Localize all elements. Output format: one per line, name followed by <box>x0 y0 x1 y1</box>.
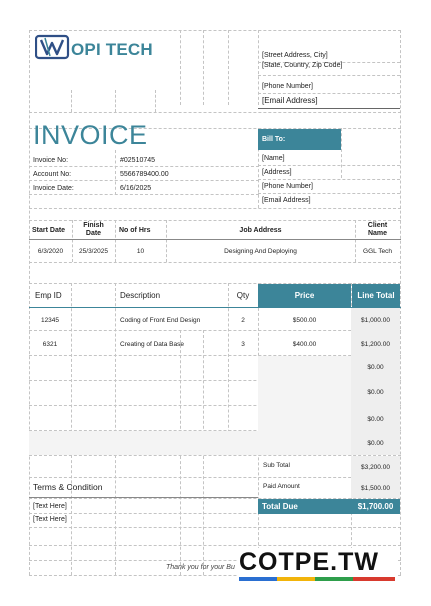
table-row-qty <box>228 311 258 329</box>
table-row-total <box>351 311 400 329</box>
job-row-client <box>355 242 400 260</box>
bill-to-phone: [Phone Number] <box>262 183 313 190</box>
item-line-total: $1,200.00 <box>361 340 390 348</box>
logo-mark-icon <box>35 34 71 60</box>
bill-to-email: [Email Address] <box>262 197 311 204</box>
empty-row-shade-1 <box>258 356 351 455</box>
watermark-stripe-green <box>315 577 353 581</box>
watermark <box>237 548 397 584</box>
table-row <box>29 311 71 329</box>
items-header-desc-label: Description <box>120 291 161 300</box>
item-description: Creating of Data Base <box>120 340 184 348</box>
table-row-total <box>351 335 400 353</box>
company-phone: [Phone Number] <box>262 83 313 90</box>
company-street: [Street Address, City] <box>262 52 328 59</box>
items-header-price-label: Price <box>294 291 315 300</box>
paid-cell <box>351 479 400 497</box>
job-header-client-line2: Name <box>367 230 388 237</box>
terms-line-2: [Text Here] <box>33 516 67 523</box>
item-emp-id: 12345 <box>40 316 60 324</box>
invoice-date-label: Invoice Date: <box>33 185 74 192</box>
item-qty: 2 <box>241 316 245 324</box>
bill-to-header <box>258 129 341 150</box>
table-row-qty <box>228 335 258 353</box>
job-header-address <box>166 221 355 239</box>
company-name: OPI TECH <box>71 40 153 59</box>
empty-line-total <box>351 434 400 452</box>
empty-line-total <box>351 410 400 428</box>
empty-line-total <box>351 383 400 401</box>
subtotal-label: Sub Total <box>263 462 290 469</box>
job-header-finish-line1: Finish <box>83 222 104 229</box>
job-header-hours-label: No of Hrs <box>119 226 151 234</box>
items-header-emp <box>35 284 71 307</box>
watermark-stripe-red <box>353 577 395 581</box>
empty-line-total <box>351 358 400 376</box>
item-description: Coding of Front End Design <box>120 316 201 324</box>
total-due-cell <box>351 499 400 514</box>
job-row-start-value: 6/3/2020 <box>37 247 64 255</box>
bill-to-heading: Bill To: <box>262 136 286 143</box>
watermark-stripe-blue <box>239 577 277 581</box>
company-state: [State, Country, Zip Code] <box>262 62 343 69</box>
bill-to-address: [Address] <box>262 169 292 176</box>
line-total-column-shade <box>351 308 400 455</box>
job-header-start-label: Start Date <box>32 226 66 234</box>
account-no-label: Account No: <box>33 171 72 178</box>
item-qty: 3 <box>241 340 245 348</box>
total-due-label: Total Due <box>262 502 298 511</box>
invoice-no-value: #02510745 <box>120 157 156 164</box>
items-header-emp-label: Emp ID <box>35 291 62 300</box>
job-header-start <box>32 221 72 239</box>
job-row-finish <box>72 242 115 260</box>
table-row-desc <box>120 335 228 353</box>
terms-heading: Terms & Condition <box>33 482 103 492</box>
table-row-price <box>258 311 351 329</box>
empty-line-total-value: $0.00 <box>367 363 384 371</box>
empty-line-total-value: $0.00 <box>367 388 384 396</box>
table-row-desc <box>120 311 228 329</box>
invoice-date-value: 6/16/2025 <box>120 185 152 192</box>
empty-row-shade-2 <box>29 431 258 455</box>
item-price: $400.00 <box>292 340 317 348</box>
job-row-address-value: Designing And Deploying <box>224 247 297 255</box>
bill-to-name: [Name] <box>262 155 285 162</box>
account-no-value: 5566789400.00 <box>120 171 169 178</box>
company-logo <box>35 34 180 62</box>
table-row-price <box>258 335 351 353</box>
job-header-client-line1: Client <box>367 222 388 229</box>
job-row-start <box>29 242 72 260</box>
subtotal-cell <box>351 458 400 476</box>
watermark-text: COTPE.TW <box>239 548 379 576</box>
job-row-hours <box>115 242 166 260</box>
company-email: [Email Address] <box>262 96 318 105</box>
terms-line-1: [Text Here] <box>33 503 67 510</box>
subtotal-value: $3,200.00 <box>361 463 390 471</box>
item-emp-id: 6321 <box>42 340 58 348</box>
items-header-total-label: Line Total <box>357 291 395 300</box>
total-due-value: $1,700.00 <box>357 502 394 511</box>
job-header-address-label: Job Address <box>239 226 282 234</box>
watermark-stripe-yellow <box>277 577 315 581</box>
job-row-client-value: GGL Tech <box>363 247 392 255</box>
job-row-hours-value: 10 <box>136 247 145 255</box>
invoice-title: INVOICE <box>33 120 148 150</box>
items-header-desc <box>120 284 228 307</box>
items-header-qty-label: Qty <box>236 291 250 300</box>
paid-label: Paid Amount <box>263 483 300 490</box>
items-header-total <box>352 284 400 307</box>
items-header-price <box>258 284 351 307</box>
job-row-address <box>166 242 355 260</box>
footer-thanks: Thank you for your Bu <box>166 564 235 571</box>
items-header-qty <box>228 284 258 307</box>
job-row-finish-value: 25/3/2025 <box>79 247 108 255</box>
item-line-total: $1,000.00 <box>361 316 390 324</box>
job-header-finish <box>72 222 115 240</box>
job-header-finish-line2: Date <box>85 230 102 237</box>
item-price: $500.00 <box>292 316 317 324</box>
empty-line-total-value: $0.00 <box>367 415 384 423</box>
job-header-client <box>355 222 400 240</box>
empty-line-total-value: $0.00 <box>367 439 384 447</box>
paid-value: $1,500.00 <box>361 484 390 492</box>
table-row <box>29 335 71 353</box>
job-header-hours <box>119 221 166 239</box>
invoice-no-label: Invoice No: <box>33 157 69 164</box>
